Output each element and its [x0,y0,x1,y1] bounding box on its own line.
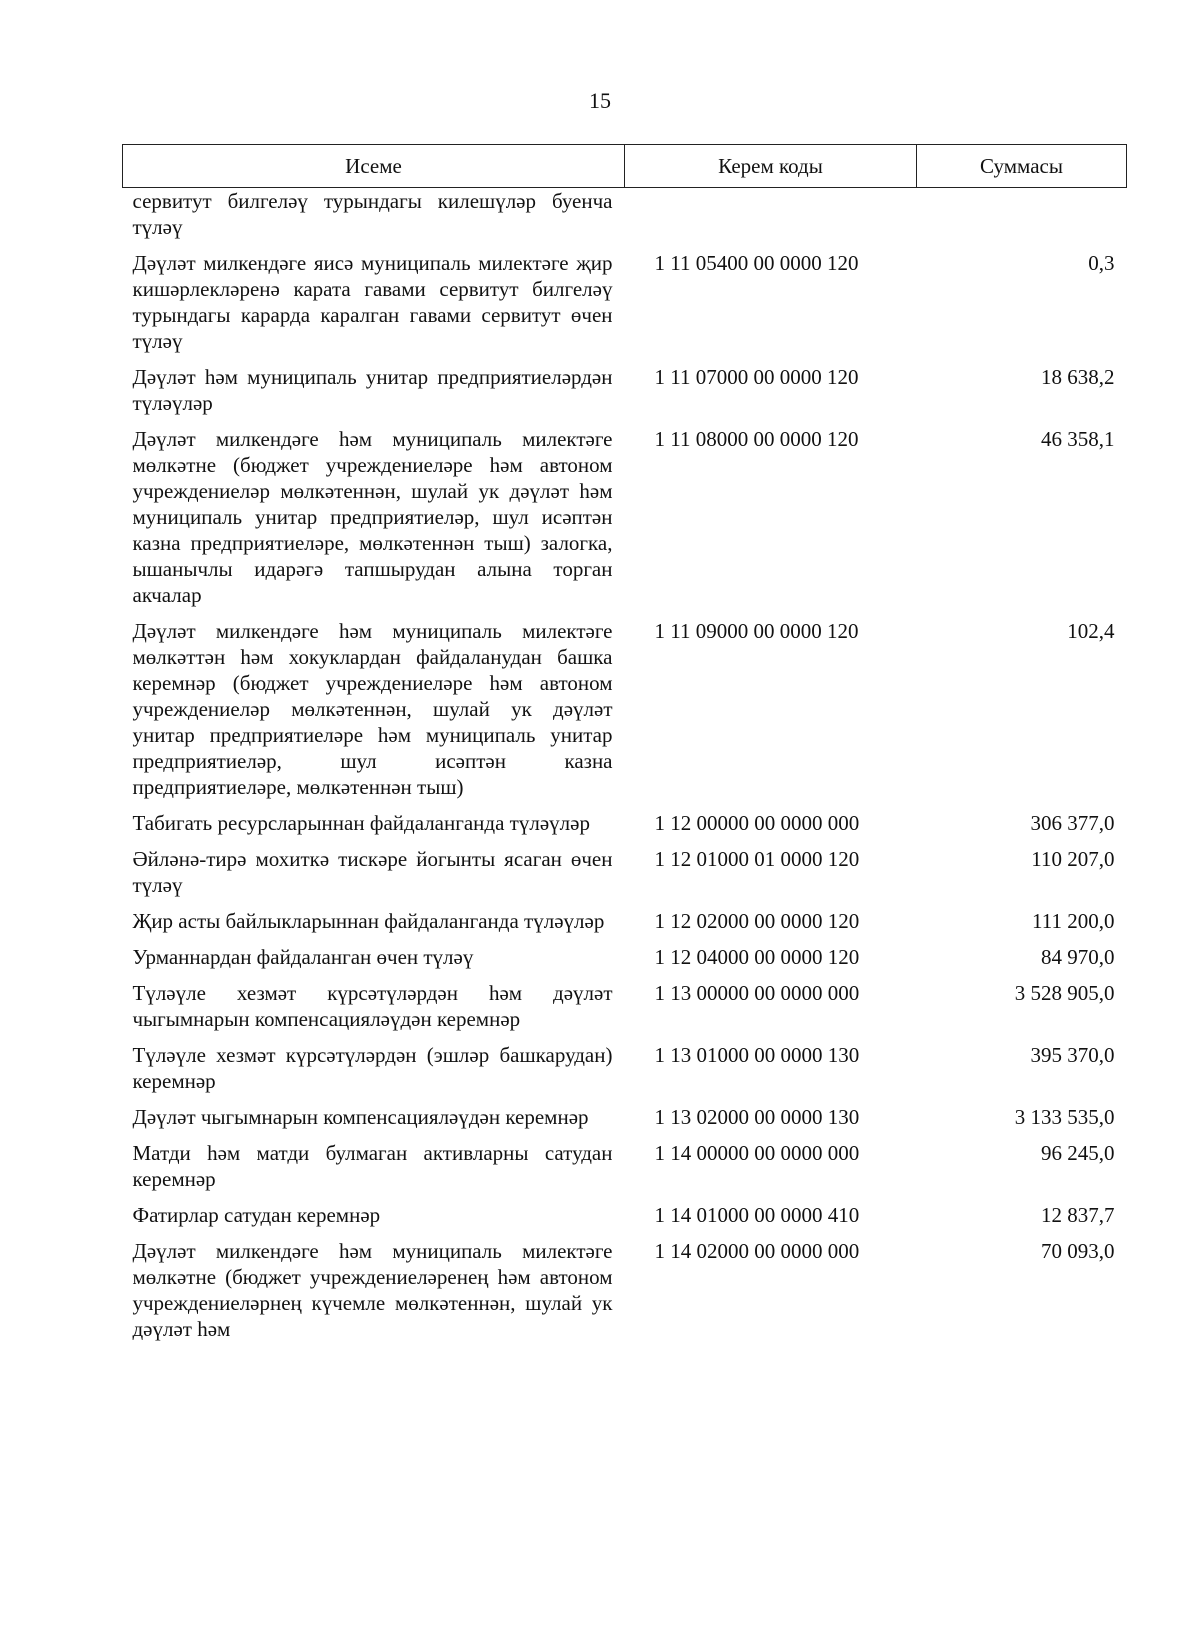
row-sum-cell: 84 970,0 [1041,945,1115,969]
table-row [123,1042,1127,1104]
table-row [123,1104,1127,1140]
row-sum-cell: 395 370,0 [1030,1043,1115,1067]
row-sum-cell: 18 638,2 [1041,365,1115,389]
header-code: Керем коды [625,145,917,188]
row-code-cell: 1 13 02000 00 0000 130 [654,1105,860,1129]
header-sum: Суммасы [917,145,1127,188]
row-code-cell: 1 11 07000 00 0000 120 [654,365,859,389]
row-name-cell: Дәүләт чыгымнарын компенсацияләүдән керемнәр [132,1105,589,1129]
row-name-cell: Түләүле хезмәт күрсәтүләрдән (эшләр башкарудан) керемнәр [132,1043,613,1093]
table-row [123,810,1127,846]
row-code-cell: 1 13 00000 00 0000 000 [654,981,860,1005]
table-body [123,188,1127,1353]
row-name-cell: Дәүләт милкендәге һәм муниципаль милектәге мөлкәтне (бюджет учреждениеләре һәм автоном учреждениеләр мөлкәтеннән, шулай ук дәүләт һәм муниципаль унитар предприятиеләр, шул исәптән казна предприятиеләре, мөлкәтеннән тыш) залогка, ышанычлы идарәгә тапшырудан алына торган акчалар [132,427,613,607]
row-code-cell [625,188,917,251]
table-row [123,944,1127,980]
row-code-cell: 1 12 02000 00 0000 120 [654,909,860,933]
row-code-cell: 1 11 05400 00 0000 120 [654,251,859,275]
row-sum-cell: 0,3 [1088,251,1115,275]
row-sum-cell: 110 207,0 [1031,847,1115,871]
table-row [123,1238,1127,1352]
row-name-cell: Дәүләт милкендәге һәм муниципаль милектәге мөлкәтне (бюджет учреждениеләренең һәм автоном учреждениеләрнең күчемле мөлкәтеннән, шулай ук дәүләт һәм [132,1239,613,1341]
table-row [123,908,1127,944]
row-code-cell: 1 14 01000 00 0000 410 [654,1203,860,1227]
table-header [123,145,1127,188]
row-sum-cell: 306 377,0 [1030,811,1115,835]
revenue-table [122,144,1127,1352]
row-code-cell: 1 13 01000 00 0000 130 [654,1043,860,1067]
table-row [123,980,1127,1042]
row-name-cell: Җир асты байлыкларыннан файдаланганда түләүләр [132,909,605,933]
row-code-cell: 1 12 00000 00 0000 000 [654,811,860,835]
row-code-cell: 1 11 09000 00 0000 120 [654,619,859,643]
row-sum-cell: 46 358,1 [1041,427,1115,451]
row-sum-cell: 3 133 535,0 [1014,1105,1115,1129]
row-name-cell: Дәүләт һәм муниципаль унитар предприятиеләрдән түләүләр [132,365,613,415]
row-name-cell: Дәүләт милкендәге яисә муниципаль милектәге җир кишәрлекләренә карата гавами сервитут билгеләү турындагы карарда каралган гавами сервитут өчен түләү [132,251,613,353]
row-sum-cell: 111 200,0 [1032,909,1115,933]
table-row [123,1202,1127,1238]
row-name-cell: Урманнардан файдаланган өчен түләү [132,945,474,969]
row-sum-cell [917,188,1127,251]
row-code-cell: 1 14 00000 00 0000 000 [654,1141,860,1165]
table-row [123,364,1127,426]
table-row [123,846,1127,908]
page-number: 15 [589,88,611,113]
header-name: Исеме [123,145,625,188]
table-row [123,188,1127,251]
row-code-cell: 1 12 01000 01 0000 120 [654,847,860,871]
row-name-cell: сервитут билгеләү турындагы килешүләр буенча түләү [132,189,613,239]
row-name-cell: Табигать ресурсларыннан файдаланганда түләүләр [132,811,590,835]
row-sum-cell: 96 245,0 [1041,1141,1115,1165]
row-name-cell: Түләүле хезмәт күрсәтүләрдән һәм дәүләт чыгымнарын компенсацияләүдән керемнәр [132,981,613,1031]
row-code-cell: 1 11 08000 00 0000 120 [654,427,859,451]
table-row [123,618,1127,810]
row-code-cell: 1 14 02000 00 0000 000 [654,1239,860,1263]
table-row [123,250,1127,364]
row-name-cell: Әйләнә-тирә мохиткә тискәре йогынты ясаган өчен түләү [132,847,613,897]
row-sum-cell: 70 093,0 [1041,1239,1115,1263]
table-row [123,1140,1127,1202]
row-code-cell: 1 12 04000 00 0000 120 [654,945,860,969]
row-name-cell: Фатирлар сатудан керемнәр [132,1203,381,1227]
row-name-cell: Дәүләт милкендәге һәм муниципаль милектәге мөлкәттән һәм хокуклардан файдаланудан башка керемнәр (бюджет учреждениеләре һәм автоном учреждениеләр мөлкәтеннән, шулай ук дәүләт унитар предприятиеләре һәм муниципаль унитар предприятиеләр, шул исәптән казна предприятиеләре, мөлкәтеннән тыш) [132,619,613,799]
row-sum-cell: 3 528 905,0 [1014,981,1115,1005]
row-sum-cell: 12 837,7 [1041,1203,1115,1227]
table-row [123,426,1127,618]
row-name-cell: Матди һәм матди булмаган активларны сатудан керемнәр [132,1141,613,1191]
row-sum-cell: 102,4 [1067,619,1115,643]
